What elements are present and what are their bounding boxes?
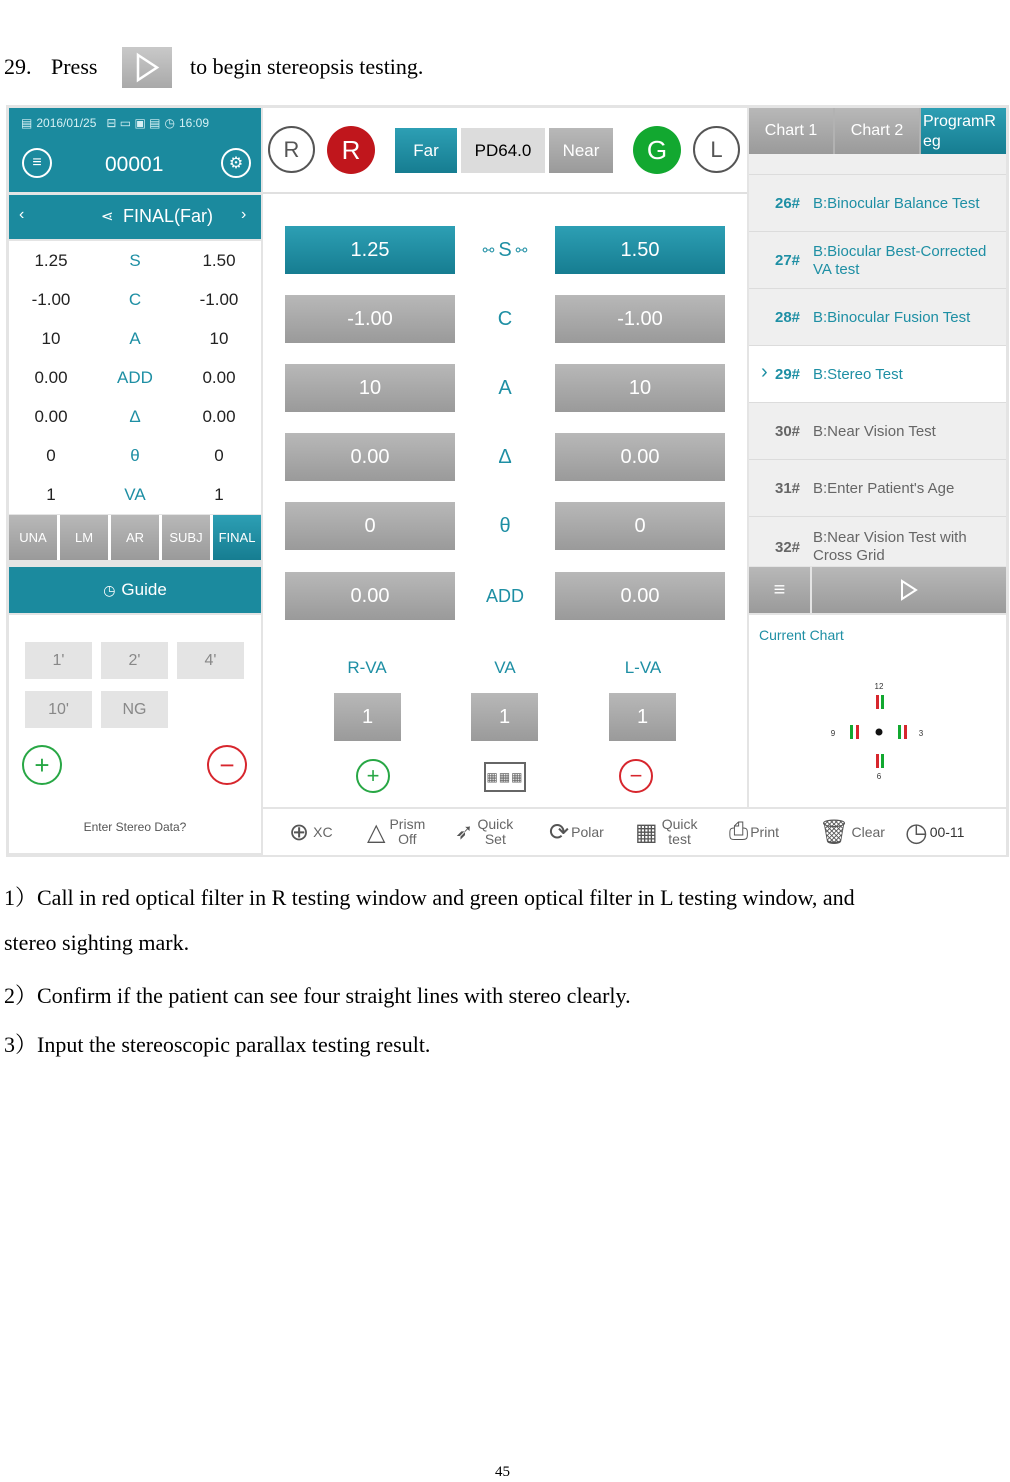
start-program-button[interactable] (812, 567, 1006, 613)
begin-text: to begin stereopsis testing. (190, 54, 424, 79)
guide-label: Guide (121, 580, 167, 599)
play-icon (899, 579, 919, 601)
axis-label: A (498, 376, 512, 399)
step-1-continued: stereo sighting mark. (4, 930, 190, 955)
cylinder-label: C (497, 307, 513, 330)
g-filter-button[interactable]: G (633, 126, 681, 174)
status-bar (21, 116, 261, 130)
right-red-line (904, 725, 907, 739)
l-cylinder-button[interactable]: -1.00 (555, 295, 725, 343)
step-2-text: 2）Confirm if the patient can see four straight lines with stereo clearly. (4, 983, 631, 1008)
r-va-label: R-VA (347, 658, 387, 677)
press-text: Press (51, 54, 98, 79)
step-3-text: 3）Input the stereoscopic parallax testing result. (4, 1032, 431, 1057)
trash-icon: 🗑 (819, 818, 850, 846)
clock-icon: ◷ (103, 581, 116, 598)
list-item[interactable]: 31# B:Enter Patient's Age (749, 460, 1006, 517)
l-base-button[interactable]: 0 (555, 502, 725, 550)
l-axis-button[interactable]: 10 (555, 364, 725, 412)
list-item[interactable] (749, 154, 1006, 175)
list-item-selected[interactable]: › 29# B:Stereo Test (749, 346, 1006, 403)
timer-button[interactable]: ◷ 00-11 (905, 816, 965, 847)
chevron-right-icon: › (761, 361, 768, 383)
polar-button[interactable]: ⟳ Polar (549, 818, 604, 846)
link-icon[interactable]: ⚯ (482, 241, 495, 258)
prism-icon: △ (367, 818, 386, 846)
clear-button[interactable]: 🗑 Clear (819, 818, 885, 846)
settings-icon[interactable]: ⚙ (221, 148, 251, 178)
device-icon: ⊟ ▭ ▣ ▤ (106, 116, 161, 130)
add-label: ADD (485, 585, 524, 606)
tab-chart-1[interactable]: Chart 1 (749, 108, 833, 154)
calendar-icon: ▤ (21, 116, 33, 130)
table-row: 1.25 S 1.50 (34, 251, 236, 270)
va-label: VA (494, 658, 516, 677)
r-va-button[interactable]: 1 (334, 693, 401, 741)
va-increase-icon[interactable]: + (356, 759, 390, 793)
status-time: 16:09 (178, 116, 209, 130)
grid-icon: ▦ (635, 818, 658, 846)
base-label: θ (499, 514, 511, 537)
stereo-panel (9, 615, 261, 853)
bottom-green-line (881, 754, 884, 768)
guide-bar[interactable] (9, 567, 261, 613)
refresh-icon: ⟳ (549, 818, 570, 846)
table-row: 0.00 ADD 0.00 (34, 368, 236, 387)
tab-ar[interactable]: AR (111, 515, 159, 560)
table-row: -1.00 C -1.00 (31, 290, 239, 309)
patient-id: 00001 (105, 153, 164, 176)
prism-label: Δ (498, 445, 512, 468)
list-item[interactable]: 27# B:Biocular Best-Corrected VA test (749, 232, 1006, 289)
rocket-icon: ➶ (455, 819, 474, 844)
table-row: 1 VA 1 (46, 485, 224, 504)
top-green-line (881, 695, 884, 709)
tab-chart-2[interactable]: Chart 2 (835, 108, 919, 154)
tab-lm[interactable]: LM (60, 515, 108, 560)
l-va-button[interactable]: 1 (609, 693, 676, 741)
stereo-1-button[interactable]: 1' (25, 642, 92, 679)
status-date: 2016/01/25 (36, 116, 97, 130)
top-red-line (876, 695, 879, 709)
stereo-4-button[interactable]: 4' (177, 642, 244, 679)
list-item[interactable]: 26# B:Binocular Balance Test (749, 175, 1006, 232)
list-item[interactable]: 28# B:Binocular Fusion Test (749, 289, 1006, 346)
timer-icon: ◷ (905, 816, 928, 847)
list-item[interactable]: 32# B:Near Vision Test with Cross Grid (749, 517, 1006, 566)
tab-una[interactable]: UNA (9, 515, 57, 560)
stereo-2-button[interactable]: 2' (101, 642, 168, 679)
minus-icon[interactable]: − (207, 745, 247, 785)
table-row: 0.00 Δ 0.00 (34, 407, 236, 426)
print-button[interactable]: ⎙ Print (729, 818, 779, 845)
enter-stereo-text: Enter Stereo Data? (83, 820, 187, 834)
device-screenshot (6, 105, 1009, 857)
stereo-ng-button[interactable]: NG (101, 691, 168, 728)
r-sphere-button[interactable]: 1.25 (285, 226, 455, 274)
pd-button[interactable]: PD64.0 (461, 128, 545, 173)
clock-icon: ◷ (164, 116, 175, 130)
list-item[interactable]: 30# B:Near Vision Test (749, 403, 1006, 460)
mode-tabs (9, 515, 261, 560)
r-axis-button[interactable]: 10 (285, 364, 455, 412)
mode-title: FINAL(Far) (123, 206, 213, 226)
step-1-text: 1）Call in red optical filter in R testing window and green optical filter in L testing window, and (4, 885, 855, 910)
r-base-button[interactable]: 0 (285, 502, 455, 550)
prism-off-button[interactable]: △ Prism Off (367, 816, 426, 847)
right-green-line (898, 725, 901, 739)
r-outline-button[interactable]: R (268, 126, 315, 173)
r-prism-button[interactable]: 0.00 (285, 433, 455, 481)
r-filter-button[interactable]: R (327, 126, 375, 174)
bottom-toolbar (263, 809, 1006, 855)
stereo-chart (824, 677, 934, 787)
quick-set-button[interactable]: ➶ Quick Set (455, 816, 514, 847)
list-menu-icon[interactable]: ≡ (749, 567, 810, 613)
share-icon: ⋖ (101, 208, 114, 225)
left-green-line (850, 725, 853, 739)
left-value-table (9, 241, 261, 514)
near-button[interactable]: Near (549, 128, 613, 173)
table-row: 10 A 10 (41, 329, 229, 348)
sphere-label: ⚯ S ⚯ (482, 238, 528, 261)
center-dot (876, 729, 883, 736)
b-va-button[interactable]: 1 (471, 693, 538, 741)
program-controls (749, 567, 1006, 613)
tab-subj[interactable]: SUBJ (162, 515, 210, 560)
l-outline-button[interactable]: L (693, 126, 740, 173)
program-list (749, 154, 1006, 566)
current-chart-label: Current Chart (759, 627, 844, 643)
va-decrease-icon[interactable]: − (619, 759, 653, 793)
r-add-button[interactable]: 0.00 (285, 572, 455, 620)
printer-icon: ⎙ (729, 818, 749, 845)
cross-cyl-icon: ⊕ (289, 818, 310, 846)
stereo-10-button[interactable]: 10' (25, 691, 92, 728)
link-icon[interactable]: ⚯ (515, 241, 528, 258)
mode-header (9, 195, 261, 239)
step-number: 29. (4, 54, 32, 79)
xc-button[interactable]: ⊕ XC (289, 818, 333, 846)
table-row: 0 θ 0 (46, 446, 224, 465)
header-panel (9, 108, 261, 192)
play-icon (122, 47, 172, 88)
tab-program-reg[interactable]: ProgramReg (921, 108, 1006, 154)
l-va-label: L-VA (624, 658, 662, 677)
chevron-right-icon[interactable]: › (241, 206, 247, 223)
divider (263, 192, 747, 194)
left-red-line (856, 725, 859, 739)
clock-label-12: 12 (874, 682, 884, 691)
clock-label-9: 9 (830, 729, 836, 738)
page-number: 45 (495, 1464, 510, 1480)
far-button[interactable]: Far (395, 128, 457, 173)
center-panel (263, 108, 747, 807)
clock-label-3: 3 (918, 729, 924, 738)
keyboard-icon[interactable]: ▦▦▦ (484, 762, 526, 792)
menu-icon[interactable]: ≡ (22, 148, 52, 178)
chart-tabs (749, 108, 1006, 154)
clock-label-6: 6 (876, 772, 882, 781)
l-add-button[interactable]: 0.00 (555, 572, 725, 620)
bottom-red-line (876, 754, 879, 768)
l-prism-button[interactable]: 0.00 (555, 433, 725, 481)
tab-final[interactable]: FINAL (213, 515, 261, 560)
l-sphere-button[interactable]: 1.50 (555, 226, 725, 274)
play-button-image (122, 47, 172, 88)
chevron-left-icon[interactable]: ‹ (19, 206, 25, 223)
plus-icon[interactable]: + (22, 745, 62, 785)
quick-test-button[interactable]: ▦ Quick test (635, 816, 698, 847)
r-cylinder-button[interactable]: -1.00 (285, 295, 455, 343)
current-chart-panel (749, 615, 1006, 807)
